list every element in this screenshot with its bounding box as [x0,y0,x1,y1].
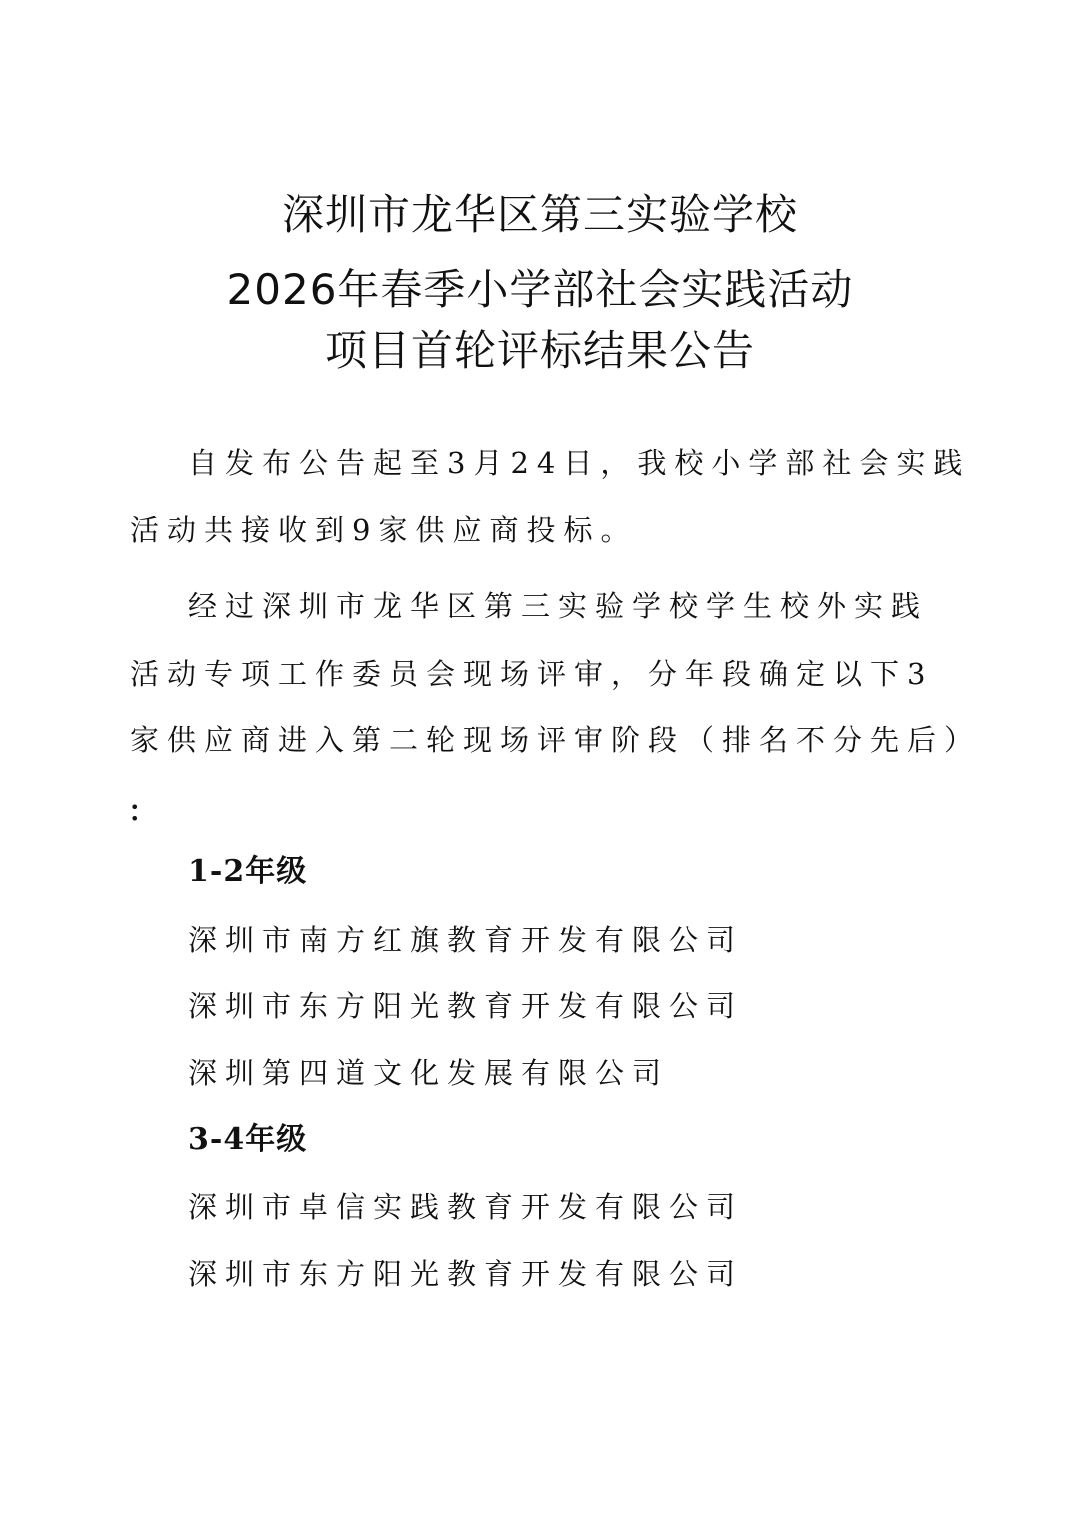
title-line-1: 深圳市龙华区第三实验学校 [281,190,798,239]
company-list-item: 深圳市东方阳光教育开发有限公司 [188,989,744,1023]
grade-heading-3-4: 3-4年级 [188,1122,308,1157]
title-line-3: 项目首轮评标结果公告 [324,326,755,375]
company-list-item: 深圳市南方红旗教育开发有限公司 [188,923,744,957]
company-list-item: 深圳市卓信实践教育开发有限公司 [188,1190,744,1224]
paragraph-2-line-3: 家供应商进入第二轮现场评审阶段（排名不分先后） [130,723,982,757]
paragraph-2-line-1: 经过深圳市龙华区第三实验学校学生校外实践 [188,589,929,623]
title-line-2: 2026年春季小学部社会实践活动 [226,265,854,314]
paragraph-2-line-4: ： [128,794,166,828]
grade-heading-1-2: 1-2年级 [188,854,308,889]
company-list-item: 深圳第四道文化发展有限公司 [188,1056,670,1090]
company-list-item: 深圳市东方阳光教育开发有限公司 [188,1257,744,1291]
paragraph-2-line-2: 活动专项工作委员会现场评审，分年段确定以下3 [130,657,934,691]
paragraph-1-line-1: 自发布公告起至3月24日，我校小学部社会实践 [188,446,971,480]
paragraph-1-line-2: 活动共接收到9家供应商投标。 [130,513,638,547]
